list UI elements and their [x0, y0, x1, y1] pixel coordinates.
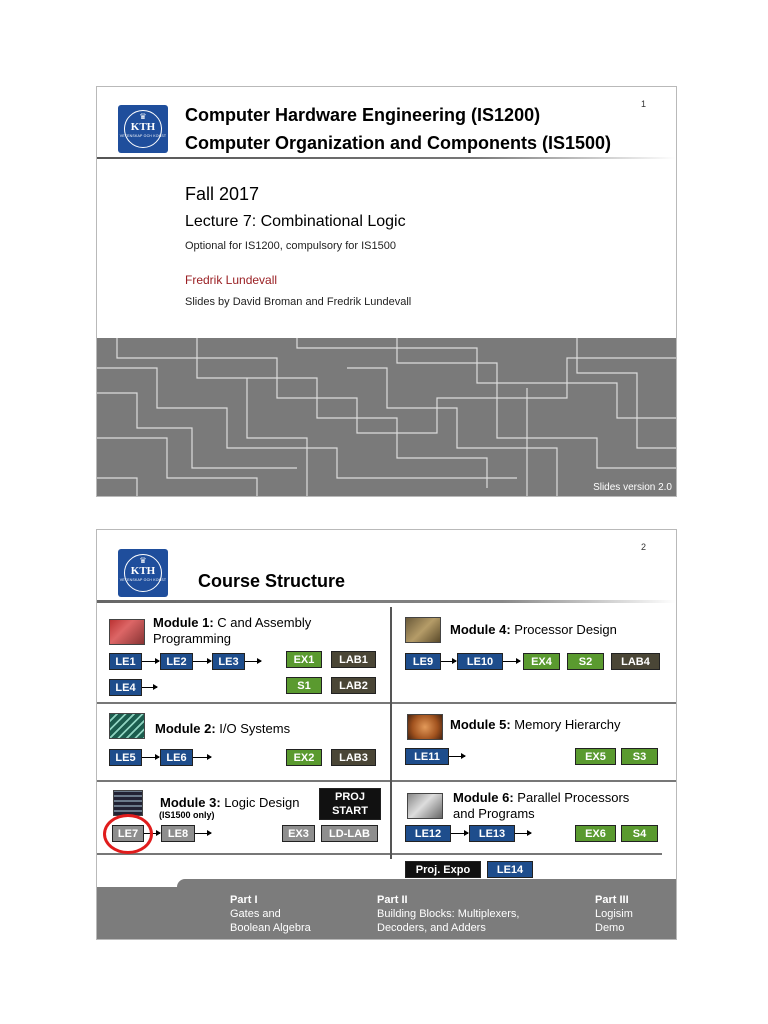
le8-box: LE8 [161, 825, 195, 842]
arrow [441, 661, 456, 662]
s1-box: S1 [286, 677, 322, 694]
ex5-box: EX5 [575, 748, 616, 765]
lab3-box: LAB3 [331, 749, 376, 766]
header-divider [97, 157, 676, 159]
le14-box: LE14 [487, 861, 533, 878]
arrow [245, 661, 261, 662]
header-divider [97, 600, 676, 603]
circuit-decoration [97, 338, 676, 496]
arrow [449, 756, 465, 757]
arrow [515, 833, 531, 834]
optional-note: Optional for IS1200, compulsory for IS1500 [185, 240, 396, 252]
ex1-box: EX1 [286, 651, 322, 668]
arrow [195, 833, 211, 834]
le3-box: LE3 [212, 653, 245, 670]
ex4-box: EX4 [523, 653, 560, 670]
le6-box: LE6 [160, 749, 193, 766]
lab4-box: LAB4 [611, 653, 660, 670]
arrow [451, 833, 468, 834]
le9-box: LE9 [405, 653, 441, 670]
slide-title: Course Structure [198, 571, 346, 591]
arrow [503, 661, 520, 662]
proj-expo-box: Proj. Expo [405, 861, 481, 878]
ex6-box: EX6 [575, 825, 616, 842]
le2-box: LE2 [160, 653, 193, 670]
is1500-only-note: (IS1500 only) [159, 810, 215, 820]
row-divider [97, 853, 390, 855]
proj-start-box: PROJ START [319, 788, 381, 820]
circuit-board-icon [109, 619, 145, 645]
row-divider [392, 780, 676, 782]
logic-chip-icon [113, 790, 143, 816]
kth-logo: ♛ KTH VETENSKAP OCH KONST [118, 105, 168, 153]
lab1-box: LAB1 [331, 651, 376, 668]
arrow [142, 661, 159, 662]
module-1-title-cont: Programming [153, 631, 232, 646]
arrow [142, 757, 159, 758]
page-number: 2 [640, 542, 646, 552]
row-divider [97, 702, 390, 704]
multicore-chip-icon [407, 793, 443, 819]
le4-box: LE4 [109, 679, 142, 696]
parts-footer [97, 887, 676, 939]
ld-lab-box: LD-LAB [321, 825, 378, 842]
module-3-title: Module 3: Logic Design [160, 795, 300, 810]
kth-logo: ♛ KTH VETENSKAP OCH KONST [118, 549, 168, 597]
s4-box: S4 [621, 825, 658, 842]
ex3-box: EX3 [282, 825, 315, 842]
row-divider [392, 702, 676, 704]
ex2-box: EX2 [286, 749, 322, 766]
author: Fredrik Lundevall [185, 273, 278, 287]
arrow [142, 687, 157, 688]
slides-version: Slides version 2.0 [593, 482, 672, 493]
s3-box: S3 [621, 748, 658, 765]
module-5-title: Module 5: Memory Hierarchy [450, 717, 621, 732]
row-divider [392, 853, 662, 855]
module-6-title-cont: and Programs [453, 806, 535, 821]
column-divider [390, 607, 392, 859]
arrow [193, 661, 211, 662]
le13-box: LE13 [469, 825, 515, 842]
part-2: Part II Building Blocks: Multiplexers, Decoders, and Adders [377, 894, 520, 934]
slide-credits: Slides by David Broman and Fredrik Lundevall [185, 296, 412, 308]
memory-brain-icon [407, 714, 443, 740]
le10-box: LE10 [457, 653, 503, 670]
le11-box: LE11 [405, 748, 449, 765]
slide-1 [96, 86, 677, 497]
module-1-title: Module 1: C and Assembly [153, 615, 312, 630]
module-6-title: Module 6: Parallel Processors [453, 790, 630, 805]
module-2-title: Module 2: I/O Systems [155, 721, 291, 736]
row-divider [97, 780, 390, 782]
page-number: 1 [640, 99, 646, 109]
module-4-title: Module 4: Processor Design [450, 622, 617, 637]
le12-box: LE12 [405, 825, 451, 842]
slide-2 [96, 529, 677, 940]
le5-box: LE5 [109, 749, 142, 766]
term: Fall 2017 [185, 184, 260, 204]
lecture-title: Lecture 7: Combinational Logic [185, 213, 406, 230]
le1-box: LE1 [109, 653, 142, 670]
arrow [193, 757, 211, 758]
course-title-1: Computer Hardware Engineering (IS1200) [185, 105, 541, 125]
le7-box: LE7 [112, 825, 144, 842]
course-title-2: Computer Organization and Components (IS1500) [185, 133, 612, 153]
part-1: Part I Gates and Boolean Algebra [230, 894, 311, 934]
io-cables-icon [109, 713, 145, 739]
s2-box: S2 [567, 653, 604, 670]
part-3: Part III Logisim Demo [595, 894, 633, 934]
lab2-box: LAB2 [331, 677, 376, 694]
highlight-circle [103, 814, 153, 854]
processor-board-icon [405, 617, 441, 643]
